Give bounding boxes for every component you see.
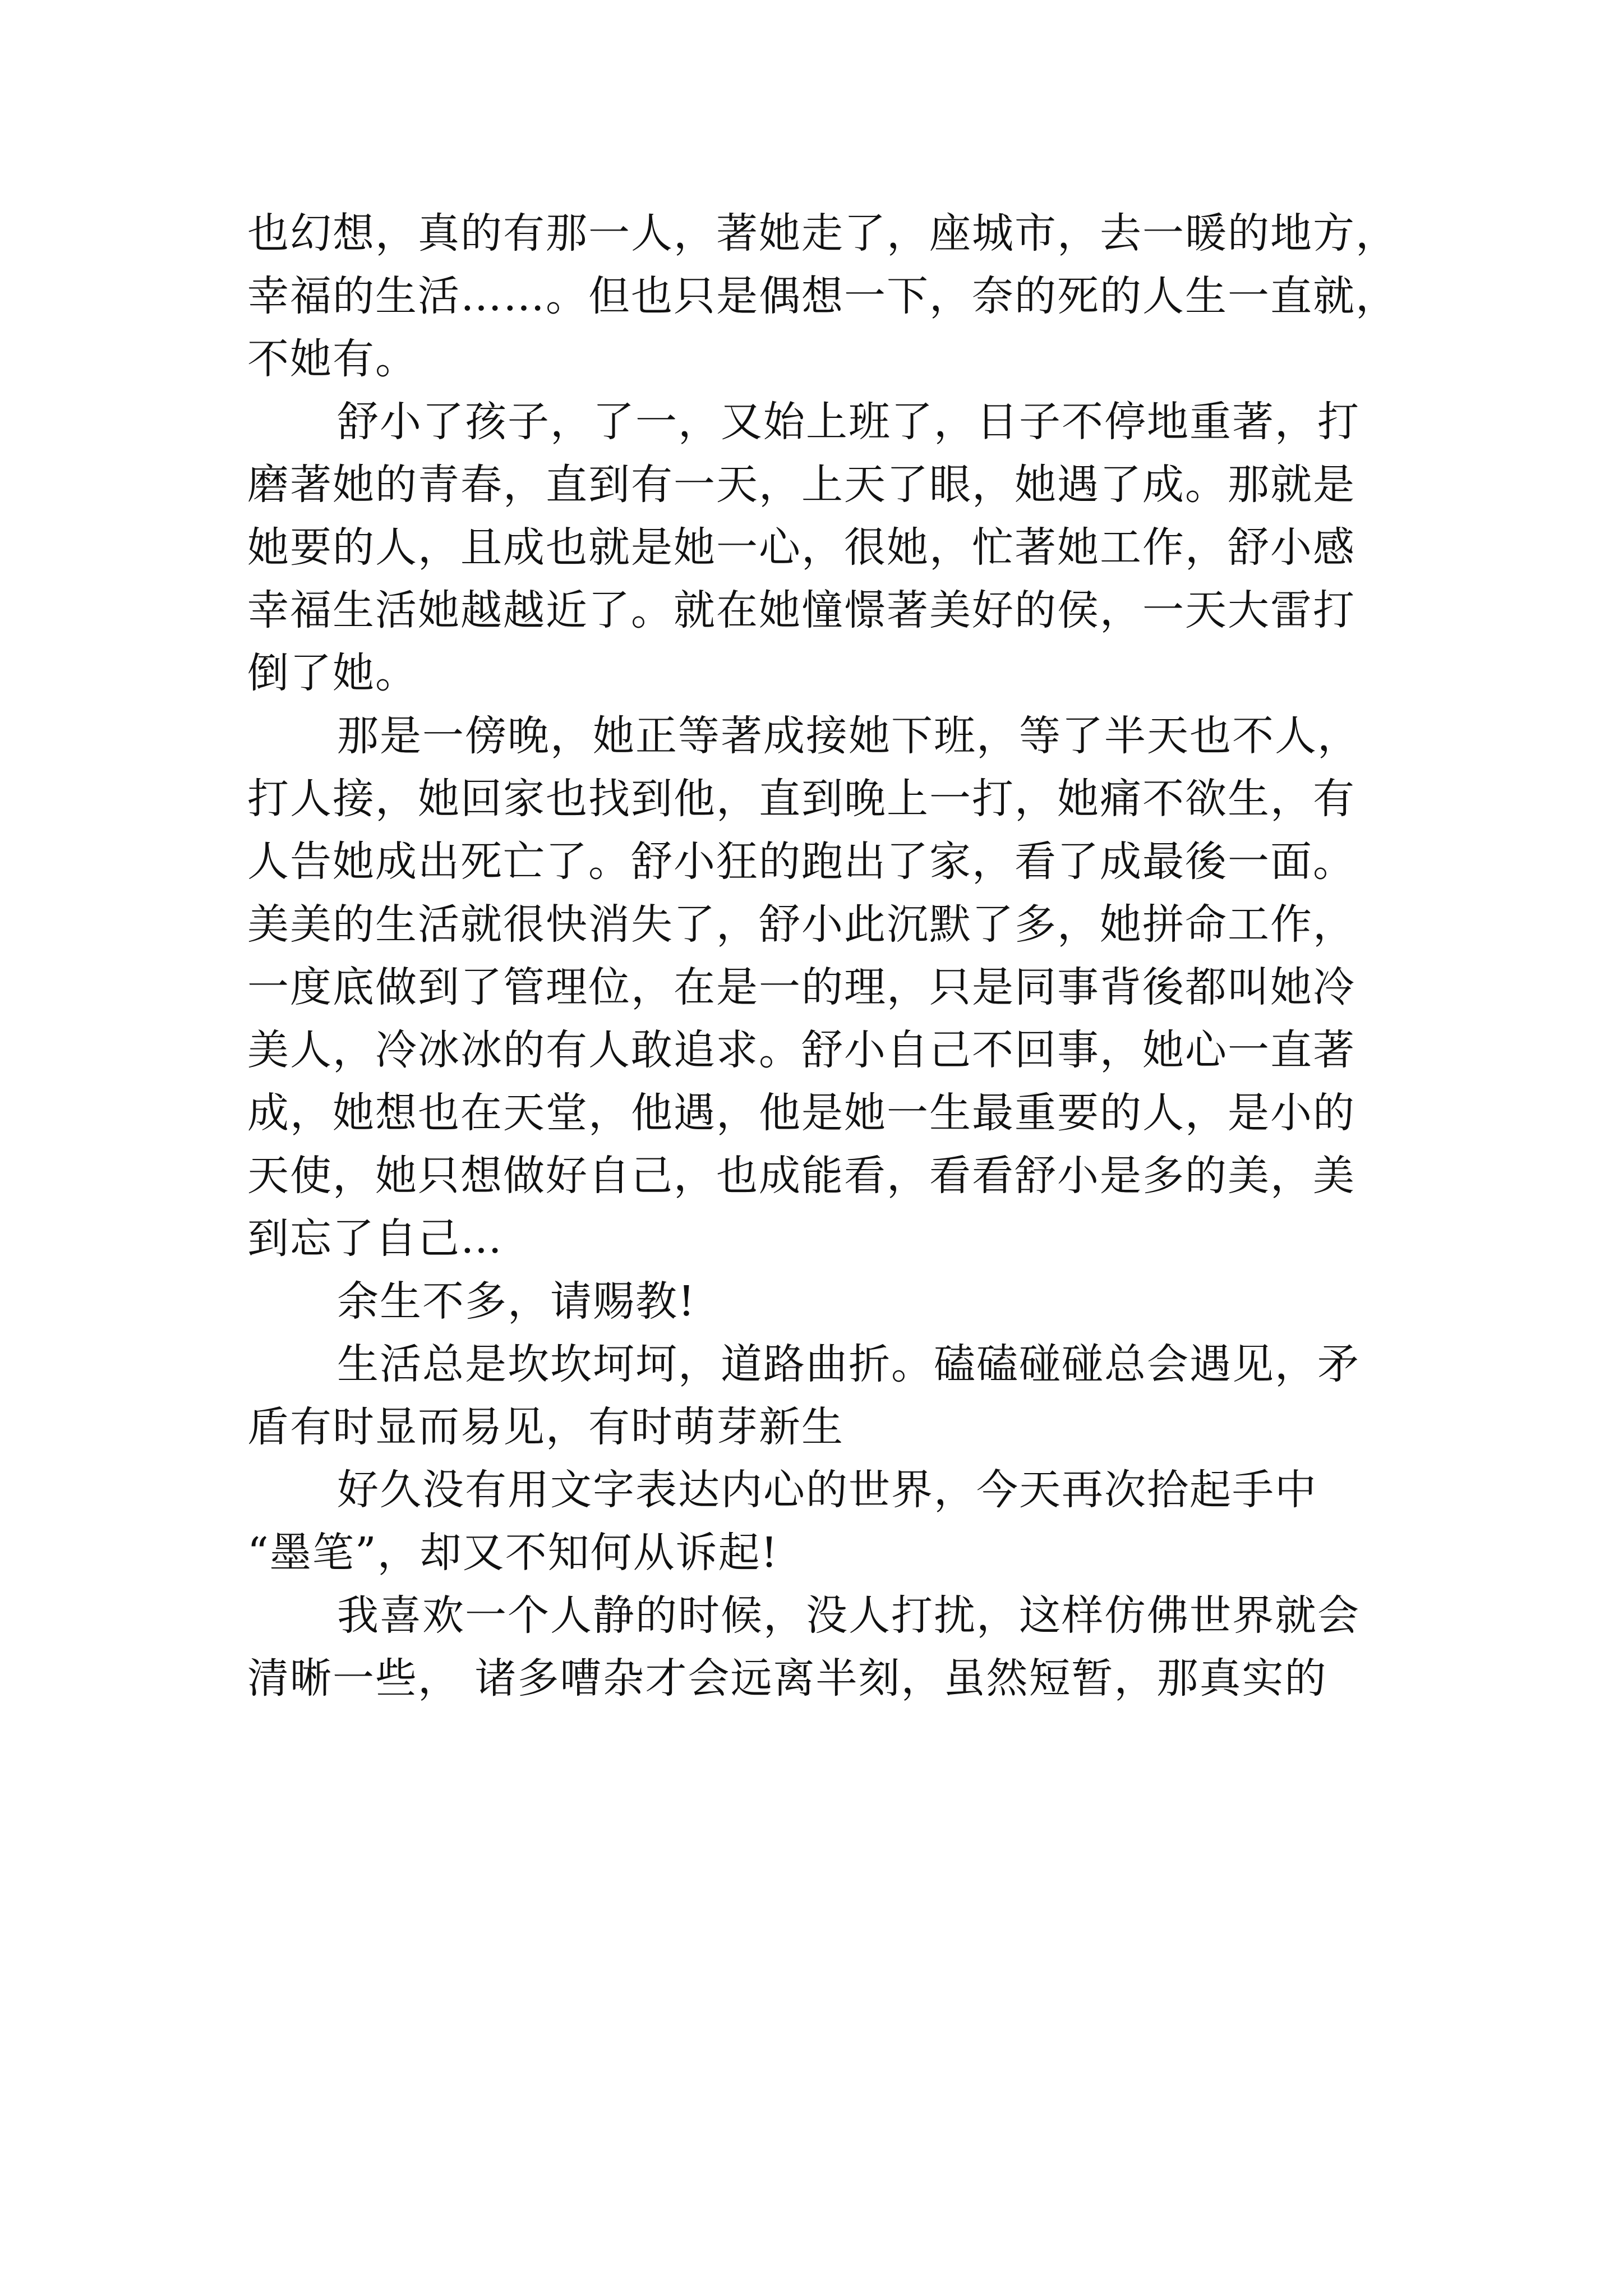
paragraph-6 <box>247 1458 1391 1584</box>
paragraph-1 <box>247 202 1398 390</box>
text-line: 磨著她的青春，直到有一天，上天了眼，她遇了成。那就是 <box>247 461 1355 509</box>
text-line: 生活总是坎坎坷坷，道路曲折。磕磕碰碰总会遇见，矛 <box>337 1340 1360 1388</box>
text-line: 清晰一些， 诸多嘈杂才会远离半刻，虽然短暂，那真实的 <box>247 1654 1327 1703</box>
text-line: 舒小了孩子，了一，又始上班了，日子不停地重著，打 <box>337 398 1360 446</box>
text-line: 也幻想，真的有那一人，著她走了，座城市，去一暖的地方， <box>247 209 1398 257</box>
text-line: 余生不多，请赐教! <box>337 1277 696 1326</box>
paragraph-3 <box>247 705 1391 1270</box>
text-line: 人告她成出死亡了。舒小狂的跑出了家，看了成最後一面。 <box>247 838 1355 886</box>
text-line: 幸福的生活……。但也只是偶想一下，奈的死的人生一直就， <box>247 272 1398 320</box>
text-line: 好久没有用文字表达内心的世界，今天再次拾起手中 <box>337 1466 1317 1514</box>
text-line: “墨笔”，却又不知何从诉起! <box>247 1529 779 1577</box>
text-line: 到忘了自己… <box>247 1214 503 1263</box>
text-line: 她要的人，且成也就是她一心，很她，忙著她工作，舒小感 <box>247 523 1355 572</box>
paragraph-5 <box>247 1333 1391 1458</box>
text-line: 成，她想也在天堂，他遇，他是她一生最重要的人，是小的 <box>247 1089 1355 1137</box>
text-line: 美人，冷冰冰的有人敢追求。舒小自己不回事，她心一直著 <box>247 1026 1355 1074</box>
paragraph-4 <box>247 1270 1391 1333</box>
text-line: 盾有时显而易见，有时萌芽新生 <box>247 1403 844 1451</box>
text-line: 那是一傍晚，她正等著成接她下班，等了半天也不人， <box>337 712 1360 760</box>
text-line: 天使，她只想做好自己，也成能看，看看舒小是多的美，美 <box>247 1152 1355 1200</box>
text-line: 打人接，她回家也找到他，直到晚上一打，她痛不欲生，有 <box>247 775 1355 823</box>
paragraph-2 <box>247 390 1391 705</box>
text-line: 美美的生活就很快消失了，舒小此沉默了多，她拼命工作， <box>247 900 1355 949</box>
text-line: 不她有。 <box>247 335 418 383</box>
body-text <box>247 202 1398 1710</box>
text-line: 一度底做到了管理位，在是一的理，只是同事背後都叫她冷 <box>247 963 1355 1011</box>
text-line: 倒了她。 <box>247 649 418 697</box>
paragraph-7 <box>247 1584 1391 1710</box>
text-line: 幸福生活她越越近了。就在她憧憬著美好的侯，一天大雷打 <box>247 586 1355 634</box>
text-line: 我喜欢一个人静的时候，没人打扰，这样仿佛世界就会 <box>337 1591 1360 1640</box>
